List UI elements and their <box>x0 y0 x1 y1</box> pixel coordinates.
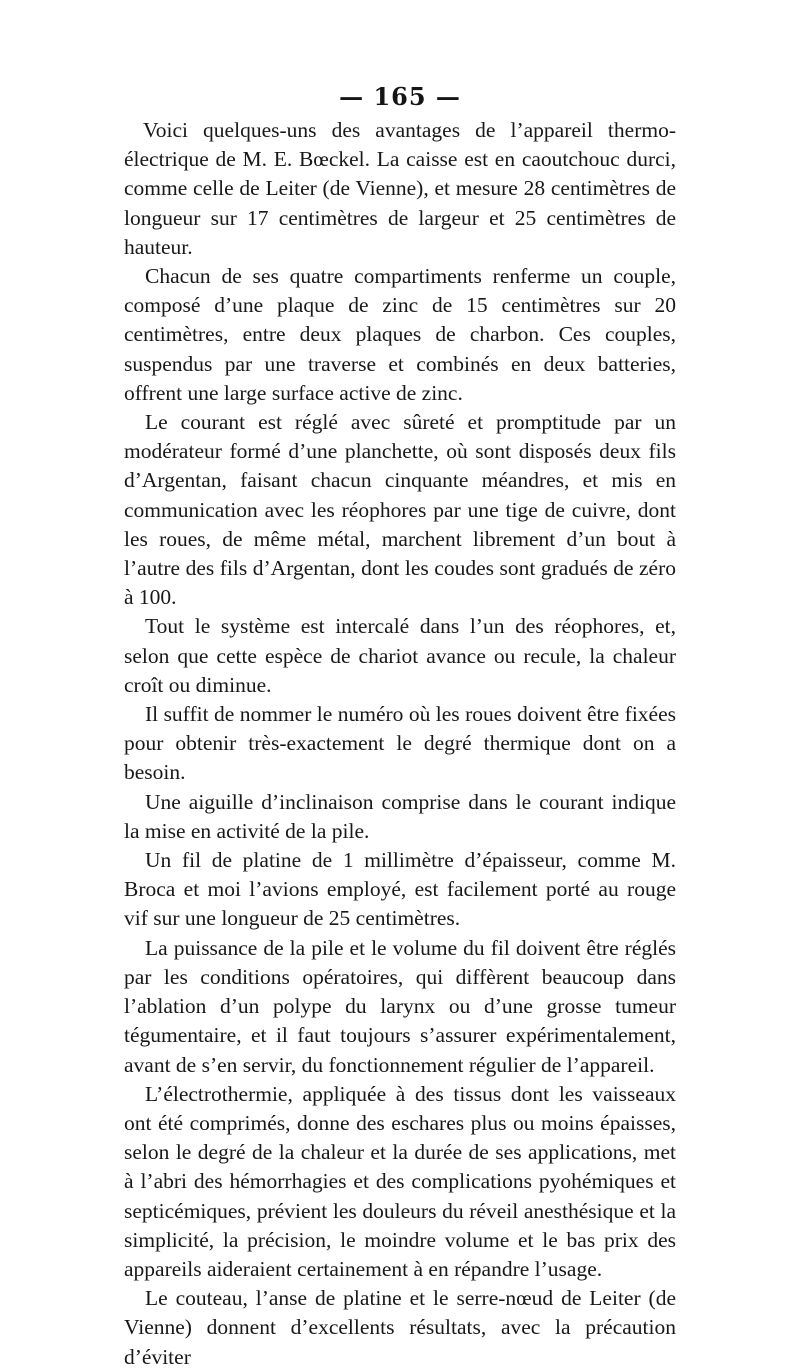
page-number: — 165 — <box>339 82 461 111</box>
paragraph-1: Voici quelques-uns des avantages de l’appareil thermo-électrique de M. E. Bœckel. La caisse est en caoutchouc durci, comme celle de Leiter (de Vienne), et mesure 28 centimètres de longueur sur 17 centimètres de largeur et 25 centimètres de hauteur. <box>124 118 676 259</box>
paragraph-2: Chacun de ses quatre compartiments renferme un couple, composé d’une plaque de zinc de 15 centimètres sur 20 centimètres, entre deux plaques de charbon. Ces couples, suspendus par une traverse et combinés en deux batteries, offrent une large surface active de zinc. <box>124 264 676 405</box>
paragraph-7: Un fil de platine de 1 millimètre d’épaisseur, comme M. Broca et moi l’avions employé, est facilement porté au rouge vif sur une longueur de 25 centimètres. <box>124 848 676 931</box>
paragraph-4: Tout le système est intercalé dans l’un des réophores, et, selon que cette espèce de chariot avance ou recule, la chaleur croît ou diminue. <box>124 614 676 697</box>
paragraph-5: Il suffit de nommer le numéro où les roues doivent être fixées pour obtenir très-exactement le degré thermique dont on a besoin. <box>124 702 676 785</box>
paragraph-3: Le courant est réglé avec sûreté et promptitude par un modérateur formé d’une planchette, où sont disposés deux fils d’Argentan, faisant chacun cinquante méandres, et mis en communication avec les réophores par une tige de cuivre, dont les roues, de même métal, marchent librement d’un bout à l’autre des fils d’Argentan, dont les coudes sont gradués de zéro à 100. <box>124 410 676 610</box>
paragraph-8: La puissance de la pile et le volume du fil doivent être réglés par les conditions opératoires, qui diffèrent beaucoup dans l’ablation d’un polype du larynx ou d’une grosse tumeur tégumentaire, et il faut toujours s’assurer expérimentalement, avant de s’en servir, du fonctionnement régulier de l’appareil. <box>124 935 676 1077</box>
paragraph-9: L’électrothermie, appliquée à des tissus dont les vaisseaux ont été comprimés, donne des eschares plus ou moins épaisses, selon le degré de la chaleur et la durée de ses applications, met à l’abri des hémorrhagies et des complications pyohémiques et septicémiques, prévient les douleurs du réveil anesthésique et la simplicité, la précision, le moindre volume et le bas prix des appareils aideraient certainement à en répandre l’usage. <box>124 1081 676 1281</box>
paragraph-10: Le couteau, l’anse de platine et le serre-nœud de Leiter (de Vienne) donnent d’excellents résultats, avec la précaution d’éviter <box>124 1286 676 1369</box>
paragraph-6: Une aiguille d’inclinaison comprise dans le courant indique la mise en activité de la pile. <box>124 789 676 843</box>
body-text <box>124 116 676 1372</box>
